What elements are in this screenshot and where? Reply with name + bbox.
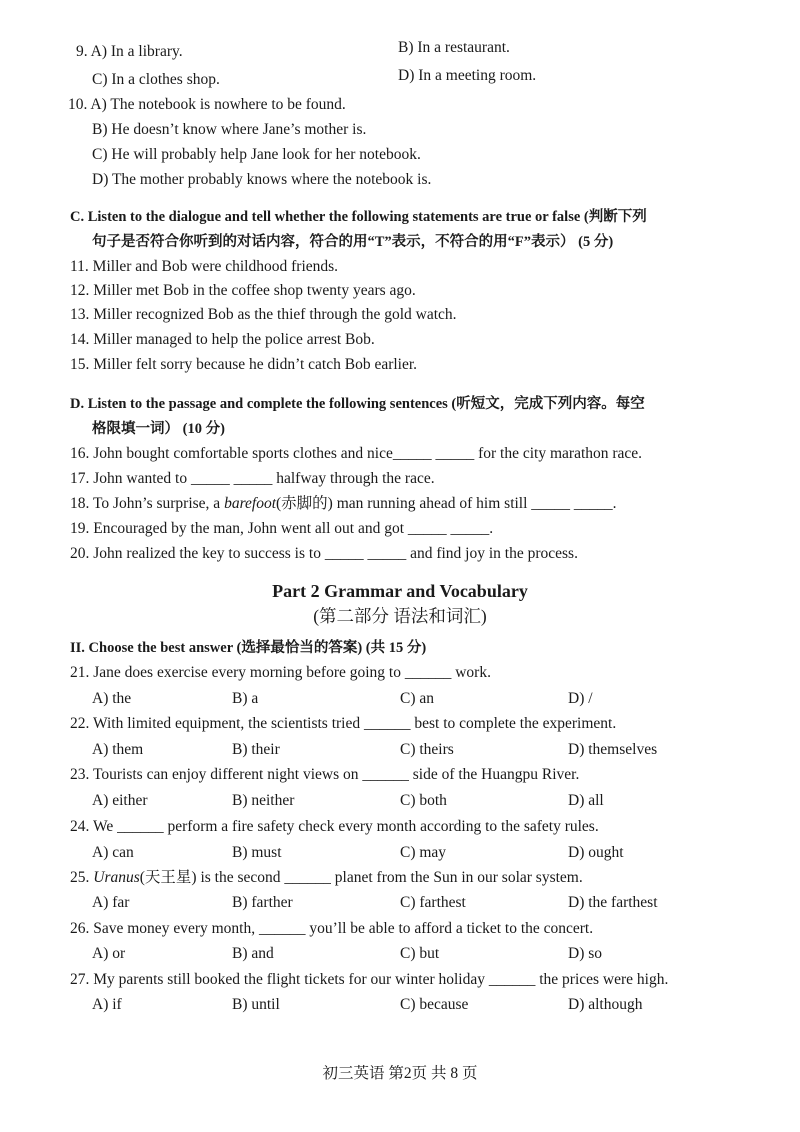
q25-option-b: B) farther [232,894,293,911]
section-ii-heading: II. Choose the best answer (选择最恰当的答案) (共 15 分) [70,640,427,656]
sentence-19: 19. Encouraged by the man, John went all out and got _____ _____. [70,520,494,537]
q10-option-b: B) He doesn’t know where Jane’s mother is. [92,121,367,138]
question-stem-22: 22. With limited equipment, the scientists tried ______ best to complete the experiment. [70,715,617,732]
q25-option-d: D) the farthest [568,894,658,911]
q27-option-b: B) until [232,996,280,1013]
q27-option-c: C) because [400,996,469,1013]
q9-option-b: B) In a restaurant. [398,39,510,56]
q25-option-c: C) farthest [400,894,466,911]
q24-option-b: B) must [232,844,282,861]
statement-15: 15. Miller felt sorry because he didn’t catch Bob earlier. [70,356,418,373]
question-stem-25: 25. Uranus(天王星) is the second ______ planet from the Sun in our solar system. [70,869,583,886]
q22-option-d: D) themselves [568,741,658,758]
q27-option-a: A) if [92,996,122,1013]
q22-option-a: A) them [92,741,144,758]
q9-option-d: D) In a meeting room. [398,67,537,84]
sentence-17: 17. John wanted to _____ _____ halfway through the race. [70,470,435,487]
question-stem-23: 23. Tourists can enjoy different night views on ______ side of the Huangpu River. [70,766,580,783]
q21-option-a: A) the [92,690,132,707]
statement-14: 14. Miller managed to help the police arrest Bob. [70,331,375,348]
q24-option-a: A) can [92,844,134,861]
q9-option-a: 9. A) In a library. [76,43,183,60]
question-stem-27: 27. My parents still booked the flight tickets for our winter holiday ______ the prices were high. [70,971,669,988]
q26-option-a: A) or [92,945,126,962]
q10-option-a: 10. A) The notebook is nowhere to be found. [68,96,346,113]
q9-option-c: C) In a clothes shop. [92,71,220,88]
statement-13: 13. Miller recognized Bob as the thief through the gold watch. [70,306,457,323]
q24-option-d: D) ought [568,844,624,861]
q24-option-c: C) may [400,844,447,861]
section-d-instruction-line2: 格限填一词） (10 分) [92,421,225,437]
q22-option-b: B) their [232,741,280,758]
q27-option-d: D) although [568,996,643,1013]
section-c-instruction-line2: 句子是否符合你听到的对话内容，符合的用“T”表示，不符合的用“F”表示） (5 分) [92,234,614,250]
sentence-16: 16. John bought comfortable sports clothes and nice_____ _____ for the city marathon race. [70,445,643,462]
part2-title: Part 2 Grammar and Vocabulary [272,581,528,601]
statement-11: 11. Miller and Bob were childhood friends. [70,258,339,275]
question-stem-26: 26. Save money every month, ______ you’ll be able to afford a ticket to the concert. [70,920,594,937]
part2-subtitle: (第二部分 语法和词汇) [313,606,487,626]
q23-option-c: C) both [400,792,447,809]
q10-option-c: C) He will probably help Jane look for her notebook. [92,146,421,163]
section-c-instruction-line1: C. Listen to the dialogue and tell whether the following statements are true or false (判断下列 [70,209,647,225]
q10-option-d: D) The mother probably knows where the notebook is. [92,171,432,188]
sentence-18: 18. To John’s surprise, a barefoot(赤脚的) man running ahead of him still _____ _____. [70,495,617,512]
page-footer: 初三英语 第2页 共 8 页 [322,1065,478,1082]
q26-option-d: D) so [568,945,603,962]
q23-option-d: D) all [568,792,604,809]
q26-option-b: B) and [232,945,274,962]
q26-option-c: C) but [400,945,440,962]
q22-option-c: C) theirs [400,741,454,758]
section-d-instruction-line1: D. Listen to the passage and complete the following sentences (听短文，完成下列内容。每空 [70,396,645,412]
q23-option-b: B) neither [232,792,295,809]
statement-12: 12. Miller met Bob in the coffee shop twenty years ago. [70,282,416,299]
q23-option-a: A) either [92,792,148,809]
q21-option-d: D) / [568,690,593,707]
q21-option-b: B) a [232,690,259,707]
q21-option-c: C) an [400,690,435,707]
question-stem-21: 21. Jane does exercise every morning before going to ______ work. [70,664,491,681]
sentence-20: 20. John realized the key to success is to _____ _____ and find joy in the process. [70,545,578,562]
question-stem-24: 24. We ______ perform a fire safety check every month according to the safety rules. [70,818,599,835]
q25-option-a: A) far [92,894,130,911]
